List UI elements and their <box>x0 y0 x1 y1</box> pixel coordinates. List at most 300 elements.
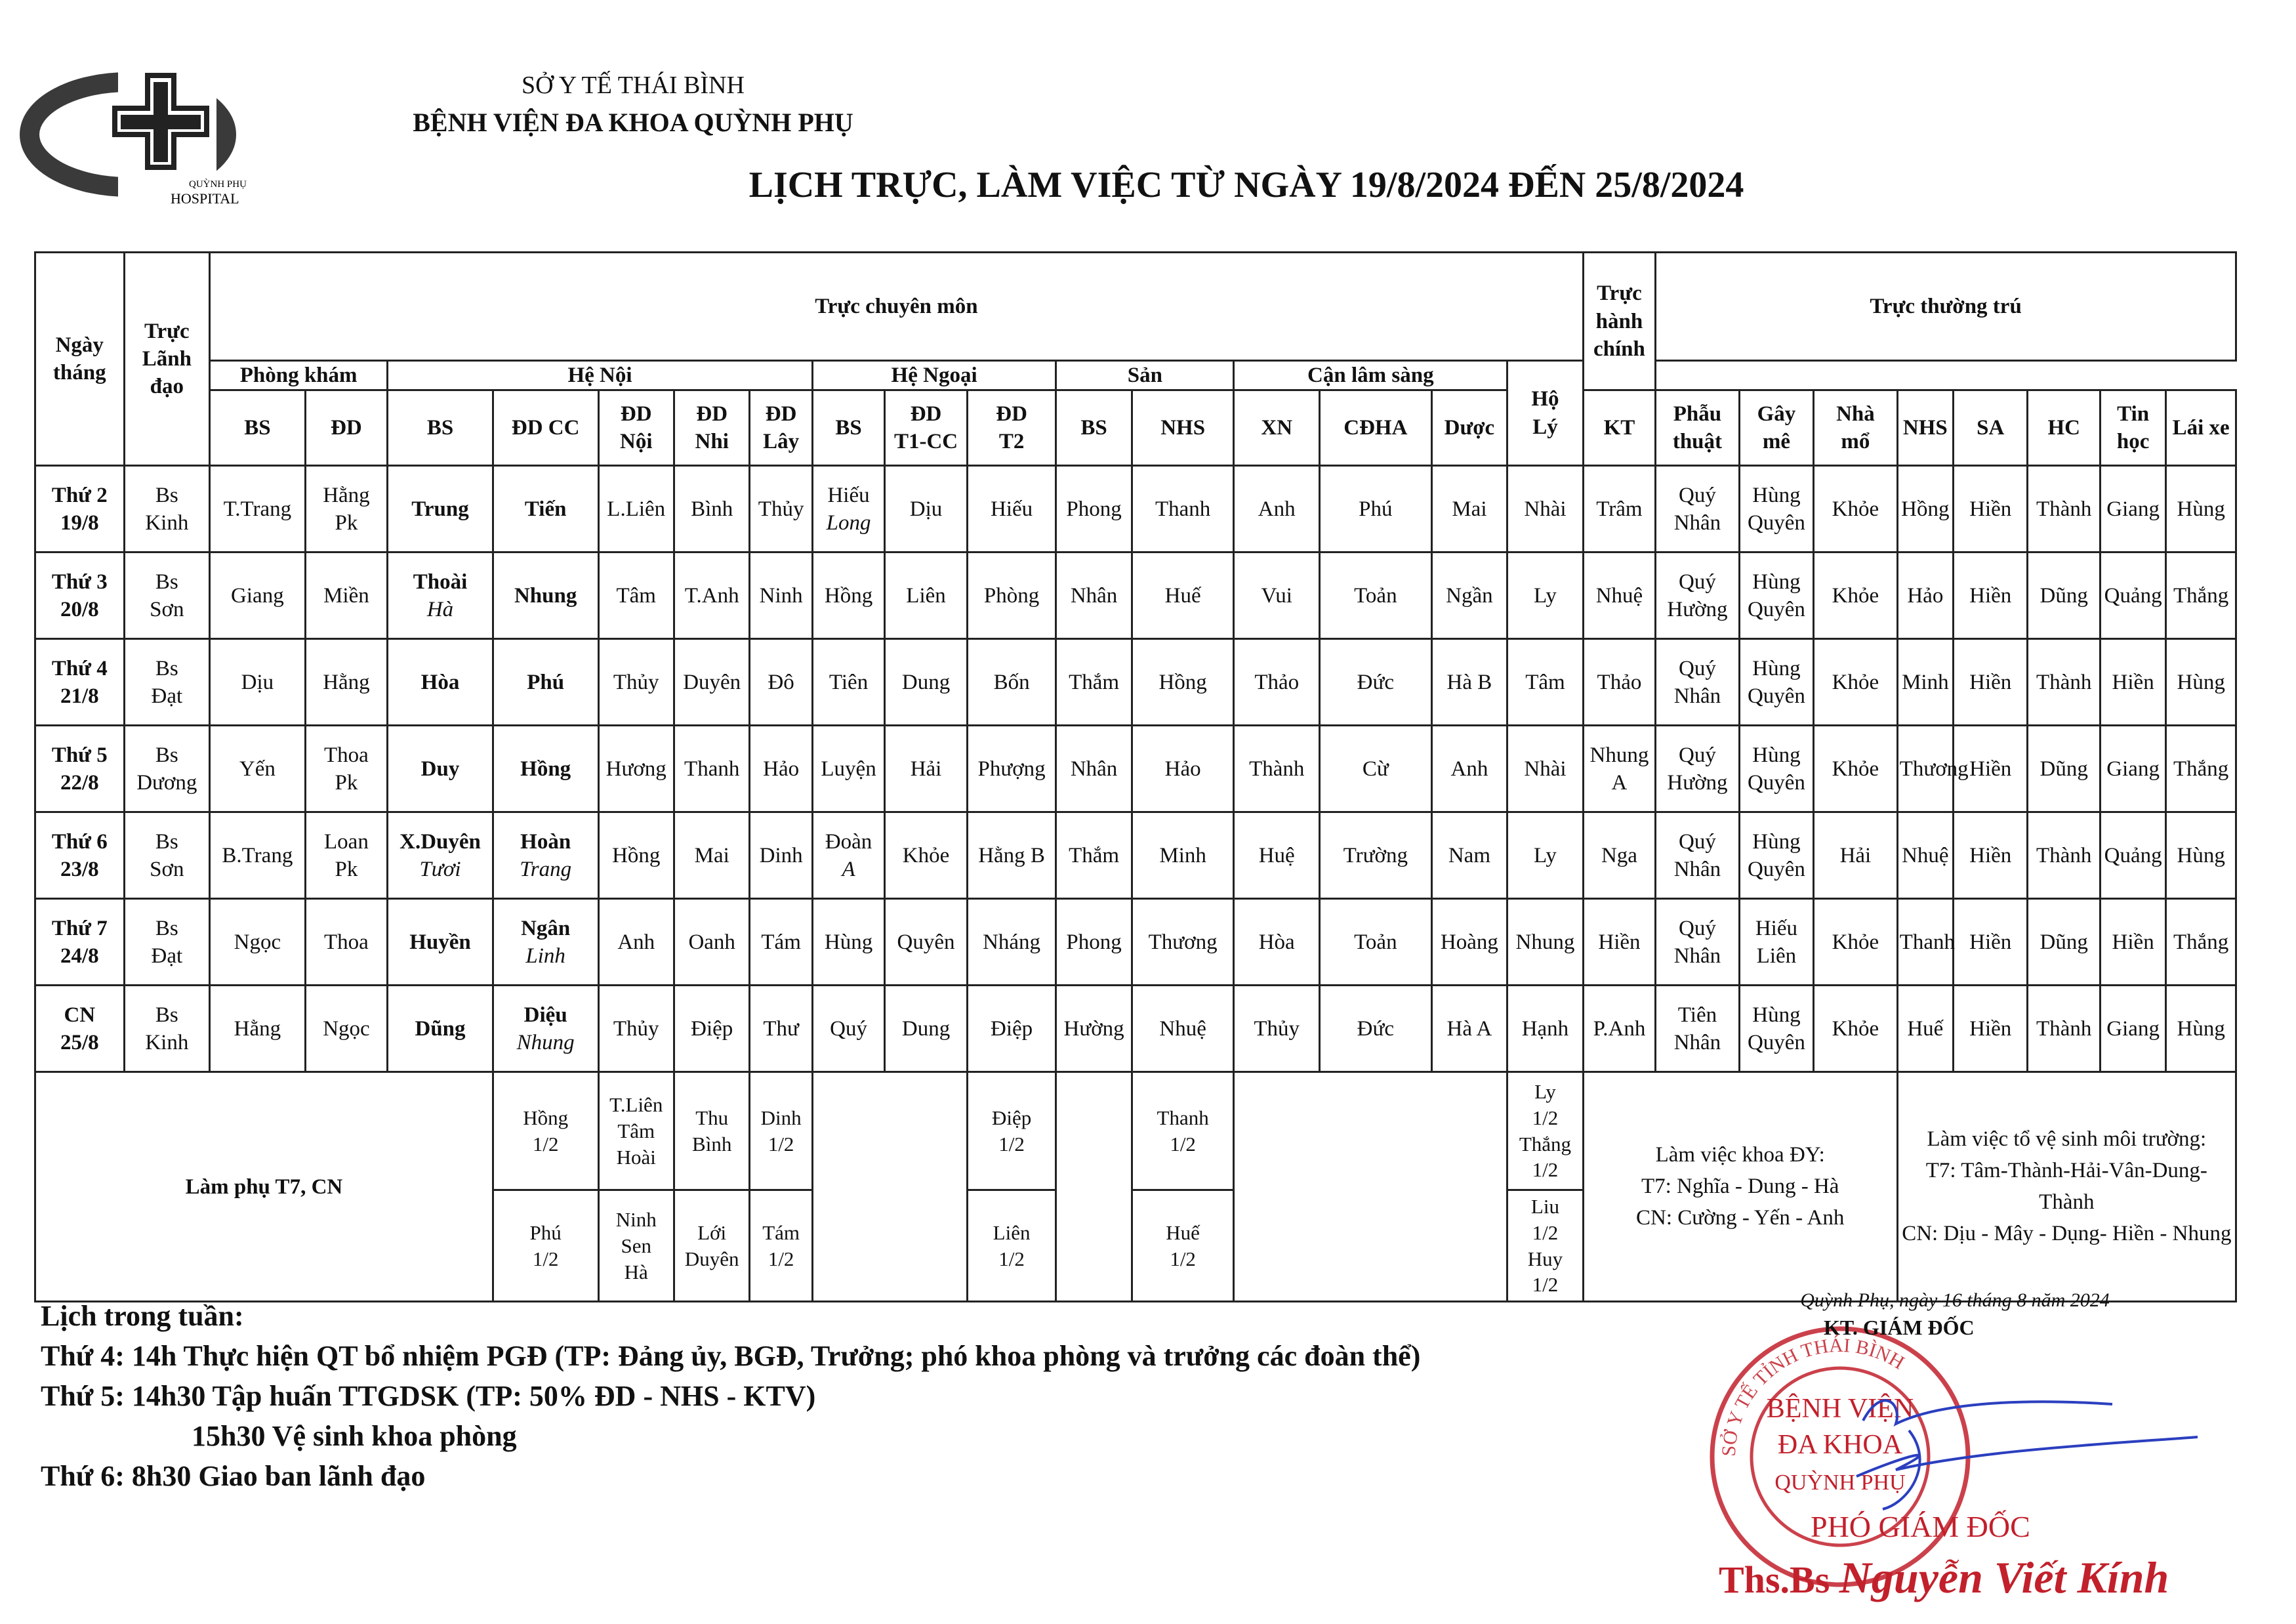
cell-line: Ly <box>1534 1080 1556 1104</box>
row-cell <box>967 466 1056 552</box>
fill-empty <box>812 1072 967 1302</box>
row-leader <box>124 639 210 726</box>
cell-line: 22/8 <box>60 770 99 795</box>
row-cell <box>1897 986 1953 1072</box>
fill-cell <box>598 1072 674 1190</box>
cell-line: Đạt <box>151 944 183 968</box>
cell-line: Toản <box>1354 583 1397 608</box>
cell-line: Nhài <box>1524 757 1567 781</box>
header-truc-thuong-tru: Trực thường trú <box>1656 253 2236 361</box>
row-cell <box>1431 639 1507 726</box>
cell-line: Hoàn <box>520 829 571 854</box>
signature-prefix: Ths.Bs <box>1719 1558 1830 1601</box>
hospital-logo <box>13 66 289 217</box>
header-san: Sản <box>1056 361 1234 390</box>
cell-line: ĐD <box>331 416 362 440</box>
cell-line: Hiền <box>1598 930 1641 954</box>
fill-cell <box>1507 1190 1584 1302</box>
cell-line: mê <box>1762 430 1790 454</box>
cell-line: Thành <box>2036 670 2092 694</box>
cell-line: Hòa <box>1258 930 1295 954</box>
header-col <box>674 390 749 466</box>
cell-line: 1/2 <box>1532 1221 1559 1245</box>
row-cell <box>1583 552 1655 639</box>
row-cell <box>1656 812 1740 899</box>
cell-line: ĐD CC <box>511 416 580 440</box>
cell-line: Thương <box>1148 930 1218 954</box>
cell-line: Lây <box>763 430 800 454</box>
header-col <box>967 390 1056 466</box>
row-cell <box>812 466 884 552</box>
row-cell <box>750 552 812 639</box>
cell-line: Nhi <box>695 430 729 454</box>
cell-line: Hoàng <box>1440 930 1498 954</box>
row-cell <box>1954 639 2028 726</box>
row-cell <box>1234 466 1320 552</box>
cell-line: Hùng <box>2177 1016 2225 1041</box>
row-cell <box>493 812 598 899</box>
signature-name <box>1719 1552 2169 1604</box>
row-cell <box>2028 552 2100 639</box>
cell-line: Khỏe <box>1832 583 1879 608</box>
row-cell <box>2100 812 2165 899</box>
cell-line: Thành <box>2036 843 2092 867</box>
cell-line: Thanh <box>1155 497 1211 521</box>
cell-line: Hằng <box>234 1016 281 1041</box>
row-cell <box>967 986 1056 1072</box>
cell-line: Trung <box>411 497 469 521</box>
cell-line: Linh <box>525 944 565 968</box>
cell-line: NHS <box>1160 416 1206 440</box>
cell-line: Hiền <box>1969 843 2012 867</box>
cell-line: Long <box>826 510 871 535</box>
row-cell <box>2166 726 2236 812</box>
header-col <box>2166 390 2236 466</box>
cell-line: Sơn <box>150 857 184 881</box>
cell-line: P.Anh <box>1593 1016 1646 1041</box>
cell-line: Đô <box>768 670 794 694</box>
row-cell <box>1583 899 1655 986</box>
cell-line: Thắm <box>1069 843 1120 867</box>
row-cell <box>1739 986 1813 1072</box>
cell-line: Đạt <box>151 684 183 708</box>
header-col <box>1583 390 1655 466</box>
cell-line: Dinh <box>759 843 803 867</box>
cell-line: Quảng <box>2104 843 2162 867</box>
cell-line: Dược <box>1444 416 1495 440</box>
row-cell <box>1897 899 1953 986</box>
row-cell <box>1739 726 1813 812</box>
cell-line: Thủy <box>613 1016 659 1041</box>
cell-line: Dịu <box>909 497 943 521</box>
cell-line: Hảo <box>763 757 800 781</box>
cell-line: 21/8 <box>60 684 99 708</box>
cell-line: Sơn <box>150 597 184 621</box>
cell-line: Thứ 2 <box>51 483 108 507</box>
row-cell <box>1132 899 1234 986</box>
cell-line: T.Trang <box>223 497 292 521</box>
cell-line: Dương <box>136 770 197 795</box>
cell-line: Hiền <box>2112 930 2154 954</box>
row-cell <box>674 899 749 986</box>
row-cell <box>2028 466 2100 552</box>
cell-line: Huế <box>1907 1016 1944 1041</box>
cell-line: Hường <box>1667 597 1728 621</box>
row-cell <box>885 639 968 726</box>
fill-cell <box>750 1072 812 1190</box>
cell-line: CN <box>64 1003 96 1027</box>
logo-text-1: QUỲNH PHỤ <box>189 179 247 190</box>
cell-line: Hòa <box>420 670 460 694</box>
cell-line: Quyên <box>1747 684 1805 708</box>
cell-line: Giang <box>2106 497 2160 521</box>
cell-line: Thắm <box>1069 670 1120 694</box>
header-col <box>598 390 674 466</box>
fill-empty <box>1234 1072 1507 1302</box>
row-cell <box>1507 986 1584 1072</box>
cell-line: Thứ 3 <box>51 570 108 594</box>
row-cell <box>1507 466 1584 552</box>
cell-line: Giang <box>231 583 284 608</box>
cell-line: Quyên <box>1747 510 1805 535</box>
cell-line: Hùng <box>1752 570 1801 594</box>
row-cell <box>2166 986 2236 1072</box>
row-cell <box>1814 552 1898 639</box>
row-cell <box>1132 986 1234 1072</box>
header-date <box>35 253 125 466</box>
cell-line: 24/8 <box>60 944 99 968</box>
cell-line: Hồng <box>1901 497 1950 521</box>
cell-line: Anh <box>617 930 655 954</box>
cell-line: Hải <box>910 757 942 781</box>
signature-date: Quỳnh Phụ, ngày 16 tháng 8 năm 2024 <box>1800 1289 2110 1311</box>
cell-line: Khỏe <box>1832 1016 1879 1041</box>
cell-line: Cừ <box>1362 757 1389 781</box>
cell-line: Sen <box>621 1234 651 1257</box>
fill-cell <box>493 1072 598 1190</box>
cell-line: Hằng <box>323 483 370 507</box>
row-cell <box>1814 812 1898 899</box>
cell-line: Hảo <box>1164 757 1201 781</box>
row-cell <box>2028 812 2100 899</box>
row-cell <box>1431 812 1507 899</box>
cell-line: Huế <box>1166 1221 1200 1245</box>
cell-line: Thương <box>1899 757 1969 781</box>
cell-line: Thanh <box>684 757 740 781</box>
row-cell <box>493 466 598 552</box>
cell-line: Duyên <box>683 670 741 694</box>
cell-line: Hiền <box>1969 670 2012 694</box>
row-cell <box>1319 986 1431 1072</box>
cell-line: Mai <box>1452 497 1487 521</box>
cell-line: Tiên <box>829 670 869 694</box>
row-cell <box>1739 899 1813 986</box>
row-cell <box>1234 726 1320 812</box>
weekly-notes <box>41 1296 1746 1496</box>
cell-line: Lới <box>697 1221 727 1245</box>
row-cell <box>2100 466 2165 552</box>
cell-line: Duy <box>420 757 460 781</box>
cell-line: Điệp <box>691 1016 733 1041</box>
cell-line: Quý <box>1679 656 1716 680</box>
row-cell <box>598 639 674 726</box>
row-cell <box>2100 899 2165 986</box>
cell-line: Thủy <box>613 670 659 694</box>
cell-line: Trực <box>1597 281 1642 306</box>
row-leader <box>124 986 210 1072</box>
cell-line: Phòng <box>983 583 1040 608</box>
cell-line: Anh <box>1258 497 1296 521</box>
cell-line: Thủy <box>758 497 804 521</box>
fill-cell <box>1507 1072 1584 1190</box>
cell-line: Ninh <box>615 1208 657 1232</box>
row-cell <box>2028 726 2100 812</box>
cell-line: Hương <box>605 757 666 781</box>
cell-line: Liên <box>906 583 946 608</box>
cell-line: Hằng B <box>978 843 1045 867</box>
row-cell <box>1656 552 1740 639</box>
cell-line: Huyền <box>409 930 471 954</box>
cell-line: Hùng <box>2177 670 2225 694</box>
cell-line: Dịu <box>241 670 274 694</box>
cell-line: Tám <box>762 1221 800 1245</box>
row-cell <box>1319 899 1431 986</box>
row-cell <box>1132 552 1234 639</box>
cell-line: Bốn <box>993 670 1030 694</box>
stamp-line-2: ĐA KHOA <box>1777 1430 1903 1460</box>
fill-empty <box>1056 1072 1132 1302</box>
header-col <box>305 390 388 466</box>
header-col <box>388 390 493 466</box>
cell-line: 20/8 <box>60 597 99 621</box>
row-cell <box>1234 639 1320 726</box>
signature-position: PHÓ GIÁM ĐỐC <box>1811 1510 2030 1543</box>
cell-line: ĐD <box>910 402 942 426</box>
header-col <box>1431 390 1507 466</box>
cell-line: Nhân <box>1673 857 1721 881</box>
row-cell <box>1739 552 1813 639</box>
cell-line: Huế <box>1164 583 1201 608</box>
cell-line: Dung <box>901 1016 951 1041</box>
row-cell <box>1056 639 1132 726</box>
row-cell <box>598 466 674 552</box>
row-cell <box>1897 812 1953 899</box>
row-cell <box>1814 466 1898 552</box>
cell-line: Phong <box>1066 497 1122 521</box>
cell-line: Hà <box>624 1260 648 1283</box>
row-cell <box>305 899 388 986</box>
row-cell <box>967 639 1056 726</box>
row-cell <box>2100 552 2165 639</box>
cell-line: Phong <box>1066 930 1122 954</box>
cell-line: Hùng <box>824 930 873 954</box>
cell-line: Bình <box>692 1132 732 1156</box>
cell-line: Hạnh <box>1521 1016 1569 1041</box>
cell-line: SA <box>1977 416 2005 440</box>
cell-line: tháng <box>52 361 106 385</box>
row-cell <box>2166 639 2236 726</box>
row-cell <box>1319 466 1431 552</box>
row-cell <box>1056 552 1132 639</box>
row-cell <box>1954 986 2028 1072</box>
row-cell <box>1431 466 1507 552</box>
cell-line: Trang <box>520 857 572 881</box>
cell-line: Vui <box>1261 583 1292 608</box>
row-cell <box>2028 639 2100 726</box>
row-cell <box>1814 899 1898 986</box>
row-cell <box>750 986 812 1072</box>
row-cell <box>210 466 306 552</box>
cell-line: Huệ <box>1258 843 1295 867</box>
hospital-name: BỆNH VIỆN ĐA KHOA QUỲNH PHỤ <box>413 108 853 137</box>
row-cell <box>1431 986 1507 1072</box>
row-cell <box>210 899 306 986</box>
cell-line: Hiếu <box>827 483 870 507</box>
cell-line: Nhung <box>514 583 577 608</box>
cell-line: Thoa <box>324 743 369 767</box>
cell-line: Nhung <box>1589 743 1649 767</box>
row-cell <box>1507 812 1584 899</box>
cell-line: Trâm <box>1596 497 1643 521</box>
cell-line: 23/8 <box>60 857 99 881</box>
cell-line: Thắng <box>2173 930 2229 954</box>
cell-line: Ngọc <box>323 1016 370 1041</box>
row-cell <box>750 466 812 552</box>
cell-line: Nga <box>1601 843 1637 867</box>
cell-line: Bình <box>691 497 733 521</box>
cell-line: Giang <box>2106 1016 2160 1041</box>
row-cell <box>1319 639 1431 726</box>
cell-line: Hiền <box>1969 1016 2012 1041</box>
cell-line: Quyên <box>897 930 955 954</box>
row-cell <box>1897 726 1969 812</box>
cell-line: học <box>2116 430 2150 454</box>
cell-line: Diệu <box>523 1003 567 1027</box>
cell-line: Hà A <box>1446 1016 1492 1041</box>
cell-line: Tâm <box>616 583 656 608</box>
row-cell <box>1507 899 1584 986</box>
header-he-ngoai: Hệ Ngoại <box>812 361 1056 390</box>
cell-line: 1/2 <box>998 1132 1025 1156</box>
header-truc-hanh-chinh <box>1583 253 1655 390</box>
cell-line: Hồng <box>523 1106 569 1130</box>
row-cell <box>967 899 1056 986</box>
cell-line: T1-CC <box>893 430 958 454</box>
cell-line: ĐD <box>996 402 1027 426</box>
cell-line: Hộ <box>1531 387 1559 411</box>
cell-line: Đoàn <box>825 829 872 854</box>
cell-line: X.Duyên <box>400 829 481 854</box>
row-cell <box>388 466 493 552</box>
logo-text-2: HOSPITAL <box>171 190 239 207</box>
row-day <box>35 812 125 899</box>
row-cell <box>305 726 388 812</box>
row-day <box>35 466 125 552</box>
header-can-lam-sang: Cận lâm sàng <box>1234 361 1507 390</box>
cell-line: Hùng <box>1752 829 1801 854</box>
row-cell <box>1954 466 2028 552</box>
row-leader <box>124 899 210 986</box>
row-cell <box>1132 726 1234 812</box>
cell-line: Bs <box>155 570 178 594</box>
cell-line: Hà <box>426 597 454 621</box>
cell-line: Minh <box>1902 670 1949 694</box>
header-phong-kham: Phòng khám <box>210 361 388 390</box>
cell-line: Lãnh <box>142 347 192 371</box>
row-cell <box>1814 986 1898 1072</box>
cell-line: Khỏe <box>1832 930 1879 954</box>
row-cell <box>674 726 749 812</box>
header-col <box>750 390 812 466</box>
note-item: Thứ 5: 14h30 Tập huấn TTGDSK (TP: 50% ĐD - NHS - KTV) <box>41 1380 816 1412</box>
cell-line: 1/2 <box>1532 1273 1559 1297</box>
row-cell <box>1319 552 1431 639</box>
cell-line: Kinh <box>145 1030 189 1054</box>
row-cell <box>598 812 674 899</box>
fill-cell <box>967 1072 1056 1190</box>
row-cell <box>1583 812 1655 899</box>
row-cell <box>1132 639 1234 726</box>
fill-cell <box>967 1190 1056 1302</box>
cell-line: Huy <box>1527 1247 1563 1270</box>
cell-line: Gây <box>1757 402 1796 426</box>
cell-line: Dũng <box>2040 583 2088 608</box>
row-day <box>35 639 125 726</box>
fill-cell <box>1132 1072 1234 1190</box>
cell-line: Khỏe <box>1832 670 1879 694</box>
row-cell <box>388 726 493 812</box>
cell-line: Hồng <box>824 583 873 608</box>
cell-line: ĐD <box>696 402 728 426</box>
cell-line: Nhài <box>1524 497 1567 521</box>
cell-line: Thảo <box>1597 670 1642 694</box>
row-cell <box>1056 986 1132 1072</box>
row-cell <box>598 726 674 812</box>
row-cell <box>1897 639 1953 726</box>
row-cell <box>1656 986 1740 1072</box>
row-cell <box>674 812 749 899</box>
row-cell <box>967 552 1056 639</box>
row-cell <box>2100 726 2165 812</box>
row-cell <box>305 986 388 1072</box>
cell-line: Hiếu <box>990 497 1033 521</box>
cell-line: T7: Nghĩa - Dung - Hà <box>1641 1174 1839 1198</box>
note-item: Thứ 4: 14h Thực hiện QT bổ nhiệm PGĐ (TP: Đảng ủy, BGĐ, Trưởng; phó khoa phòng và trưởng các đoàn thể) <box>41 1340 1421 1372</box>
cell-line: Thứ 4 <box>51 656 108 680</box>
fill-cell <box>598 1190 674 1302</box>
cell-line: Nhân <box>1070 583 1118 608</box>
cell-line: Khỏe <box>902 843 950 867</box>
fill-cell <box>1132 1190 1234 1302</box>
cell-line: Hồng <box>1158 670 1207 694</box>
cell-line: Hải <box>1839 843 1872 867</box>
cell-line: Phẫu <box>1673 402 1722 426</box>
cell-line: Dũng <box>2040 930 2088 954</box>
cell-line: Nhân <box>1070 757 1118 781</box>
header-ho-ly <box>1507 361 1584 466</box>
row-cell <box>674 986 749 1072</box>
row-leader <box>124 726 210 812</box>
row-cell <box>1954 899 2028 986</box>
stamp-line-3: QUỲNH PHỤ <box>1774 1470 1906 1495</box>
row-cell <box>967 726 1056 812</box>
row-cell <box>1507 552 1584 639</box>
cell-line: CĐHA <box>1343 416 1408 440</box>
cell-line: Nhuệ <box>1159 1016 1206 1041</box>
cell-line: HC <box>2047 416 2080 440</box>
cell-line: Ngày <box>55 333 104 357</box>
cell-line: Làm việc tổ vệ sinh môi trường: <box>1927 1127 2207 1152</box>
